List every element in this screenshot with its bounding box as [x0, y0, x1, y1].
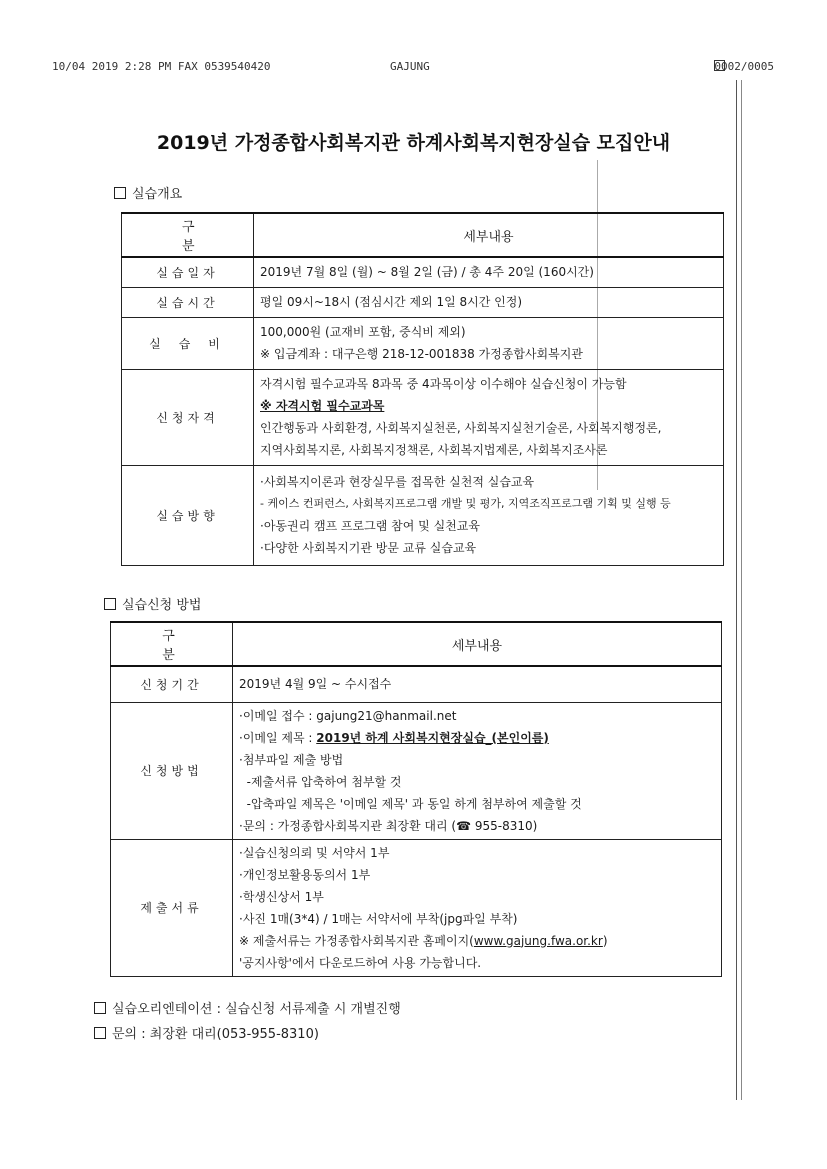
detail-line — [239, 727, 715, 749]
application-table — [110, 621, 722, 977]
fax-station-name: GAJUNG — [390, 60, 430, 73]
row-label: 신청자격 — [122, 369, 254, 465]
homepage-link[interactable]: www.gajung.fwa.or.kr — [473, 933, 603, 948]
detail-line: 100,000원 (교재비 포함, 중식비 제외) — [260, 325, 466, 339]
table-row — [122, 257, 724, 287]
row-label: 실습일자 — [122, 257, 254, 287]
detail-line: 2019년 7월 8일 (월) ~ 8월 2일 (금) / 총 4주 20일 (160시간) — [260, 265, 594, 280]
homepage-note: ※ 제출서류는 가정종합사회복지관 홈페이지( — [239, 933, 474, 948]
detail-line: '공지사항'에서 다운로드하여 사용 가능합니다. — [239, 955, 482, 970]
row-detail — [254, 257, 724, 287]
detail-line: ·첨부파일 제출 방법 — [239, 752, 344, 767]
fax-header — [52, 60, 774, 76]
row-detail — [233, 666, 722, 702]
footer-contact — [94, 1023, 319, 1042]
table-row — [111, 702, 722, 839]
fax-page-count-text: 0002/0005 — [714, 60, 774, 73]
detail-line: 인간행동과 사회환경, 사회복지실천론, 사회복지실천기술론, 사회복지행정론, — [260, 421, 662, 435]
detail-line: -제출서류 압축하여 첨부할 것 — [239, 774, 402, 789]
row-detail — [254, 369, 724, 465]
fax-sender-info: 10/04 2019 2:28 PM FAX 0539540420 — [52, 60, 271, 73]
header-detail-cell: 세부내용 — [233, 622, 722, 666]
table-row — [122, 317, 724, 369]
detail-line: ·아동권리 캠프 프로그램 참여 및 실천교육 — [260, 519, 480, 533]
row-detail — [254, 287, 724, 317]
detail-line: ·학생신상서 1부 — [239, 889, 324, 904]
table-row — [122, 465, 724, 565]
detail-line: 자격시험 필수교과목 8과목 중 4과목이상 이수해야 실습신청이 가능함 — [260, 377, 627, 391]
detail-line: ·사진 1매(3*4) / 1매는 서약서에 부착(jpg파일 부착) — [239, 911, 518, 926]
checkbox-square-icon — [104, 598, 116, 610]
row-label: 실습비 — [122, 317, 254, 369]
row-detail — [233, 839, 722, 976]
detail-line-underlined: ※ 자격시험 필수교과목 — [260, 399, 385, 413]
header-label-cell: 구 분 — [111, 622, 233, 666]
table-row — [122, 287, 724, 317]
section-heading-text: 실습신청 방법 — [122, 598, 202, 613]
row-detail — [233, 702, 722, 839]
table-row — [122, 369, 724, 465]
scan-artifact-line — [736, 80, 737, 1100]
table-row — [111, 839, 722, 976]
row-label: 신청기간 — [111, 666, 233, 702]
detail-line — [239, 930, 715, 952]
section-heading-text: 실습개요 — [132, 187, 183, 202]
row-detail — [254, 317, 724, 369]
table-row — [111, 666, 722, 702]
section-heading-application — [104, 594, 201, 613]
email-subject-label: ·이메일 제목 : — [239, 730, 317, 745]
checkbox-square-icon — [94, 1002, 106, 1014]
detail-line: -압축파일 제목은 '이메일 제목' 과 동일 하게 첨부하여 제출할 것 — [239, 796, 582, 811]
homepage-close: ) — [602, 933, 608, 948]
checkbox-square-icon — [114, 187, 126, 199]
detail-line: ·다양한 사회복지기관 방문 교류 실습교육 — [260, 541, 477, 555]
row-label: 신청방법 — [111, 702, 233, 839]
detail-line: ·이메일 접수 : gajung21@hanmail.net — [239, 708, 457, 723]
scan-artifact-line — [741, 80, 742, 1100]
detail-line: ※ 입금계좌 : 대구은행 218-12-001838 가정종합사회복지관 — [260, 347, 583, 361]
detail-line: - 케이스 컨퍼런스, 사회복지프로그램 개발 및 평가, 지역조직프로그램 기획 및 실행 등 — [260, 497, 671, 510]
detail-line: ·개인정보활용동의서 1부 — [239, 867, 371, 882]
detail-line: 평일 09시~18시 (점심시간 제외 1일 8시간 인정) — [260, 295, 522, 309]
footer-text: 실습오리엔테이션 : 실습신청 서류제출 시 개별진행 — [112, 1002, 401, 1017]
document-title: 2019년 가정종합사회복지관 하계사회복지현장실습 모집안내 — [156, 132, 671, 154]
detail-line: ·사회복지이론과 현장실무를 접목한 실천적 실습교육 — [260, 475, 535, 489]
row-label: 실습방향 — [122, 465, 254, 565]
section-heading-overview — [114, 183, 182, 202]
detail-line: 2019년 4월 9일 ~ 수시접수 — [239, 677, 392, 692]
checkbox-square-icon — [94, 1027, 106, 1039]
header-detail-cell: 세부내용 — [254, 213, 724, 257]
overview-table — [121, 212, 724, 566]
row-label: 실습시간 — [122, 287, 254, 317]
header-label-cell: 구 분 — [122, 213, 254, 257]
footer-orientation — [94, 998, 401, 1017]
table-header-row — [111, 622, 722, 666]
fax-page-count — [714, 60, 774, 73]
footer-text: 문의 : 최장환 대리(053-955-8310) — [112, 1027, 319, 1042]
detail-line: ·실습신청의뢰 및 서약서 1부 — [239, 845, 390, 860]
fax-page-icon — [714, 60, 725, 71]
detail-line: ·문의 : 가정종합사회복지관 최장환 대리 (☎ 955-8310) — [239, 818, 538, 833]
email-subject-value: 2019년 하계 사회복지현장실습_(본인이름) — [316, 730, 549, 745]
row-detail — [254, 465, 724, 565]
table-header-row — [122, 213, 724, 257]
detail-line: 지역사회복지론, 사회복지정책론, 사회복지법제론, 사회복지조사론 — [260, 443, 608, 457]
row-label: 제출서류 — [111, 839, 233, 976]
